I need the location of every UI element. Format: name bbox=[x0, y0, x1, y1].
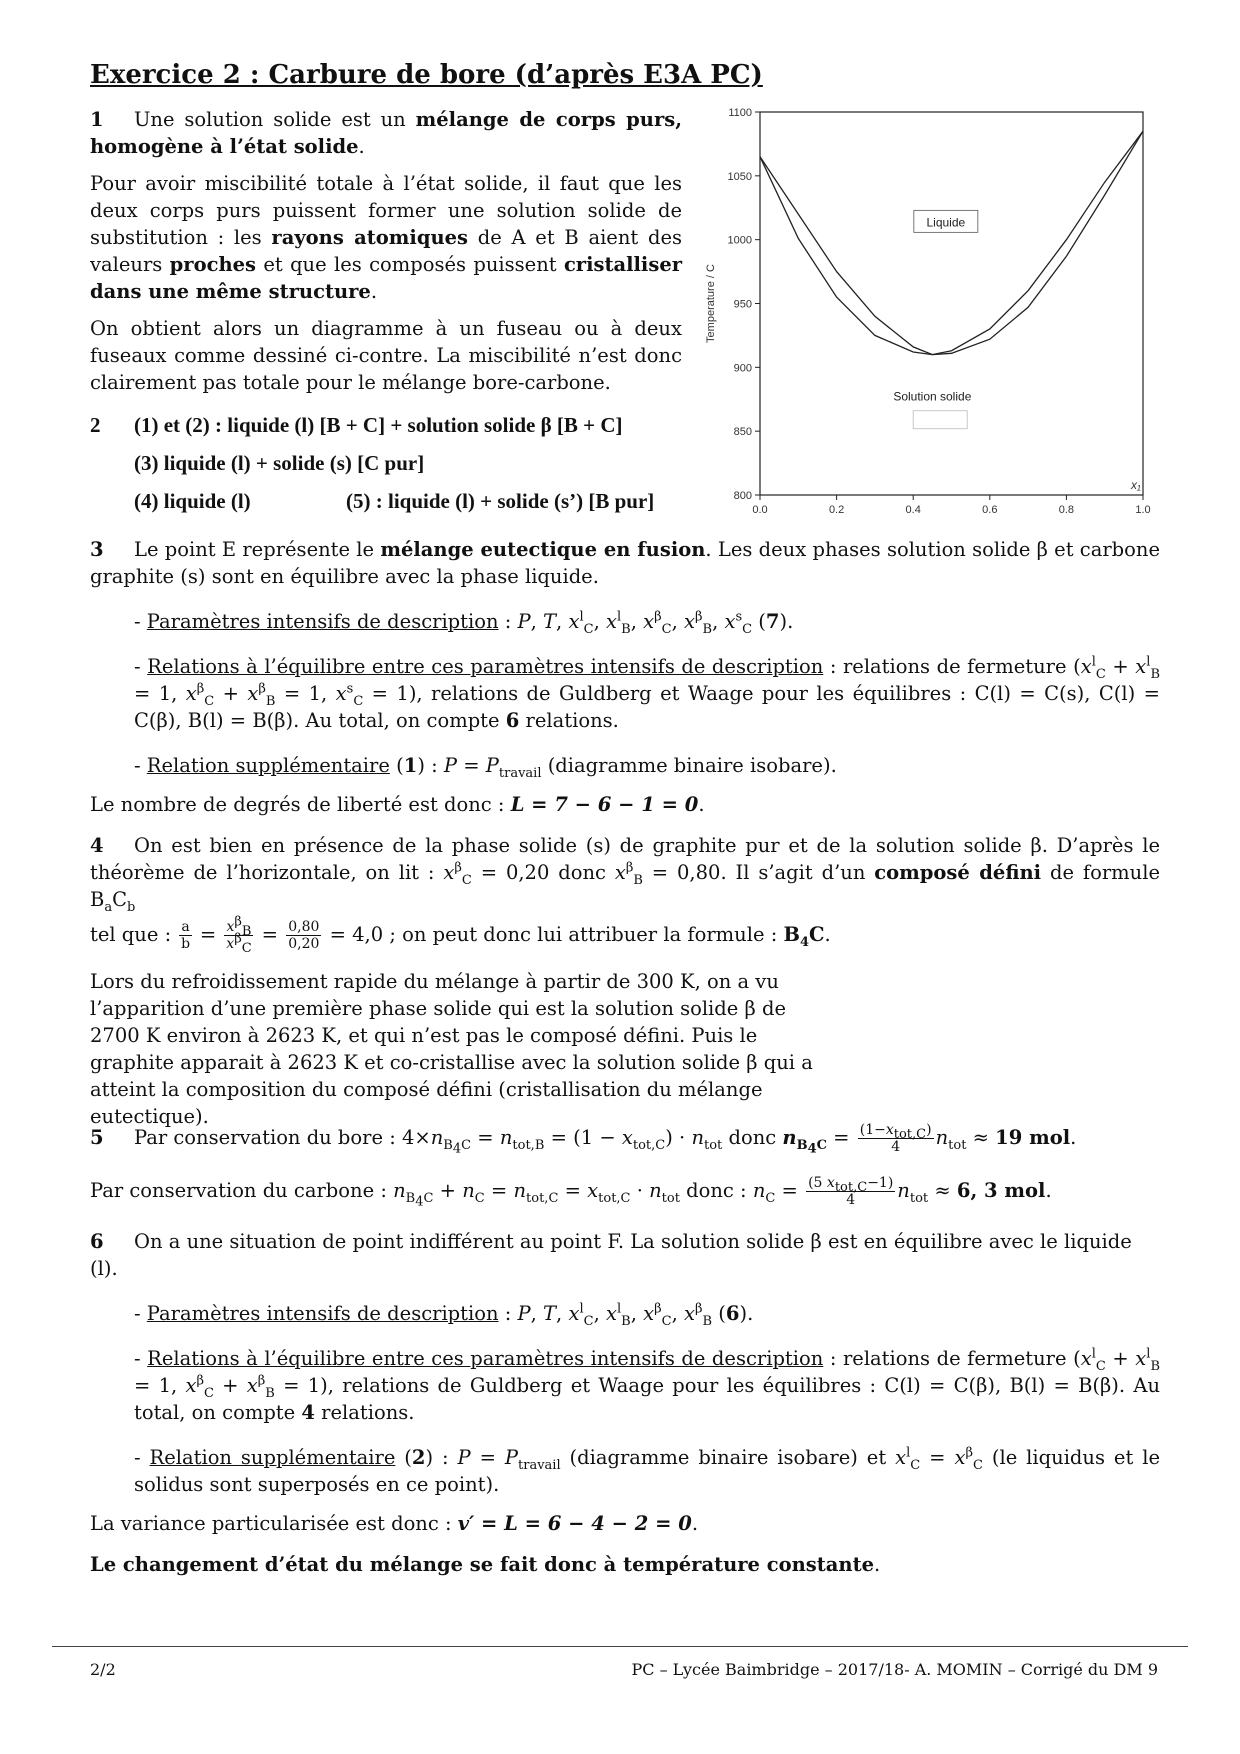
count: 6 bbox=[725, 1302, 740, 1325]
text: ; on peut donc lui attribuer la formule : bbox=[383, 923, 784, 946]
page-title: Exercice 2 : Carbure de bore (d’après E3A PC) bbox=[90, 60, 763, 90]
x-tick-label: 0.0 bbox=[752, 504, 768, 516]
question-number: 6 bbox=[90, 1230, 104, 1253]
question-5: 5 Par conservation du bore : $4\times n_{B_4C} = n_{tot,B} = (1 - x_{tot,C}) \cdot n_{tot}$ donc $n_{B_4C}$ = $\frac{(1-x_{tot,C})}{4}$ $n_{tot} \approx 19$ mol. Par conservation du carbone : $n_{B_4C} + n_C = n_{tot,C} = x_{tot,C} \cdot n_{tot}$ donc : $n_C$ = $\frac{(5 x_{tot,C}-1)}{4}$ $n_{tot} \approx 6$, 3 mol. bbox=[90, 1122, 1077, 1210]
text: : relations de fermeture bbox=[823, 1347, 1067, 1370]
question-3: 3 Le point E représente le mélange eutectique en fusion. Les deux phases solution solide β et carbone graphite (s) sont en équilibre avec la phase liquide. - Paramètres intensifs de description : P, T, $x^l_C$, $x^l_B$, $x^\beta_C$, $x^\beta_B$, $x^s_C$ (7). - Relations à l’équilibre entre ces paramètres intensifs de description : relations de fermeture ($x^l_C + x^l_B = 1$, $x^\beta_C + x^\beta_B = 1$, $x^s_C = 1$), relations de Guldberg et Waage pour les équilibres : C(l) = C(s), C(l) = C(β), B(l) = B(β). Au total, on compte 6 relations. - Relation supplémentaire (1) : $P = P_{travail}$ (diagramme binaire isobare). Le nombre de degrés de liberté est donc : L = 7 − 6 − 1 = 0. bbox=[90, 538, 1160, 816]
underlined-label: Relations à l’équilibre entre ces paramètres intensifs de description bbox=[147, 655, 824, 678]
count: 4 bbox=[301, 1401, 315, 1424]
text: et que les composés puissent bbox=[256, 253, 564, 276]
plot-frame bbox=[760, 112, 1143, 495]
text: Par conservation du bore : bbox=[134, 1126, 402, 1149]
text: relations. bbox=[314, 1401, 415, 1424]
answer-line: (4) liquide (l) bbox=[134, 489, 251, 513]
region-label-solution-solide: Solution solide bbox=[893, 389, 972, 404]
question-number: 2 bbox=[90, 413, 101, 437]
question-1 bbox=[90, 106, 682, 396]
text: Une solution solide est un bbox=[134, 108, 416, 131]
underlined-label: Relation supplémentaire bbox=[146, 754, 390, 777]
empty-label-box bbox=[913, 411, 967, 429]
equation: L = 7 − 6 − 1 = 0 bbox=[510, 793, 699, 816]
text: tel que : bbox=[90, 923, 178, 946]
paragraph: Lors du refroidissement rapide du mélange à partir de 300 K, on a vu l’apparition d’une première phase solide qui est la solution solide β de 2700 K environ à 2623 K, et qui n’est pas le composé défini. Puis le graphite apparait à 2623 K et co-cristallise avec la solution solide β qui a atteint la composition du composé défini (cristallisation du mélange eutectique). bbox=[90, 970, 813, 1128]
text: relations de Guldberg et Waage pour les équilibres : C(l) = C(s), C(l) = C(β), B(l) = B(β). Au total, on compte bbox=[134, 682, 1160, 732]
x-axis-label: x₁ bbox=[1131, 478, 1141, 492]
underlined-label: Paramètres intensifs de description bbox=[146, 1302, 499, 1325]
answer-line: (5) : liquide (l) + solide (s’) [B pur] bbox=[346, 489, 655, 513]
page-number: 2/2 bbox=[90, 1660, 116, 1679]
text: Le nombre de degrés de liberté est donc : bbox=[90, 793, 511, 816]
fraction-numerator: 0,80 bbox=[288, 919, 320, 935]
text: . bbox=[358, 135, 365, 158]
count: 6 bbox=[505, 709, 520, 732]
count: 1 bbox=[403, 754, 418, 777]
phase-diagram-chart bbox=[700, 98, 1151, 518]
value: 0,80 bbox=[677, 861, 721, 884]
underlined-label: Relations à l’équilibre entre ces paramètres intensifs de description bbox=[147, 1347, 824, 1370]
paragraph: On obtient alors un diagramme à un fuseau ou à deux fuseaux comme dessiné ci-contre. La miscibilité n’est donc clairement pas totale pour le mélange bore-carbone. bbox=[90, 317, 682, 394]
y-tick-label: 1100 bbox=[728, 107, 752, 119]
count: 7 bbox=[765, 610, 780, 633]
text: relations. bbox=[519, 709, 619, 732]
underlined-label: Relation supplémentaire bbox=[149, 1446, 396, 1469]
y-tick-label: 900 bbox=[733, 362, 752, 375]
y-tick-label: 950 bbox=[733, 298, 752, 311]
answer-line: (3) liquide (l) + solide (s) [C pur] bbox=[134, 451, 425, 475]
result: 6, 3 mol bbox=[956, 1179, 1046, 1202]
answer-line: (1) et (2) : liquide (l) [B + C] + solution solide β [B + C] bbox=[134, 413, 623, 437]
question-number: 3 bbox=[90, 538, 104, 561]
x-tick-label: 1.0 bbox=[1135, 504, 1151, 516]
text: On est bien en présence de la phase solide (s) de graphite pur et de la solution solide β. D’après le théorème de l’horizontale, on lit : bbox=[90, 834, 1160, 884]
final-conclusion: Le changement d’état du mélange se fait donc à température constante bbox=[90, 1553, 875, 1576]
question-6: 6 On a une situation de point indifférent au point F. La solution solide β est en équilibre avec le liquide (l). - Paramètres intensifs de description : P, T, $x^l_C$, $x^l_B$, $x^\beta_C$, $x^\beta_B$ (6). - Relations à l’équilibre entre ces paramètres intensifs de description : relations de fermeture ($x^l_C + x^l_B = 1$, $x^\beta_C + x^\beta_B = 1$), relations de Guldberg et Waage pour les équilibres : C(l) = C(β), B(l) = B(β). Au total, on compte 4 relations. - Relation supplémentaire (2) : $P = P_{travail}$ (diagramme binaire isobare) et $x^l_C = x^\beta_C$ (le liquidus et le solidus sont superposés en ce point). La variance particularisée est donc : v′ = L = 6 − 4 − 2 = 0. Le changement d’état du mélange se fait donc à température constante. bbox=[90, 1230, 1160, 1576]
text: relations de Guldberg et Waage pour les équilibres : C(l) = C(β), B(l) = B(β). Au total, on compte bbox=[134, 1374, 1160, 1424]
text: . bbox=[370, 280, 378, 303]
bold-text: composé défini bbox=[874, 861, 1042, 884]
x-tick-label: 0.4 bbox=[905, 504, 921, 516]
bold-text: rayons atomiques bbox=[271, 226, 469, 249]
bold-text: proches bbox=[169, 253, 257, 276]
y-tick-label: 800 bbox=[733, 490, 752, 502]
text: Le point E représente le bbox=[134, 538, 381, 561]
text: : relations de fermeture bbox=[823, 655, 1067, 678]
footer-text: PC – Lycée Baimbridge – 2017/18- A. MOMIN – Corrigé du DM 9 bbox=[631, 1660, 1158, 1679]
text: Pour avoir miscibilité totale à l’état solide, il faut que les deux corps purs puissent former une solution solide de substitution : les bbox=[90, 172, 682, 249]
y-tick-label: 1050 bbox=[727, 170, 752, 183]
text: (diagramme binaire isobare). bbox=[547, 754, 837, 777]
question-number: 4 bbox=[90, 834, 104, 857]
bold-text: mélange eutectique en fusion bbox=[380, 538, 706, 561]
result: 19 mol bbox=[995, 1126, 1071, 1149]
footer-divider bbox=[52, 1646, 1188, 1647]
question-4: 4 On est bien en présence de la phase solide (s) de graphite pur et de la solution solide β. D’après le théorème de l’horizontale, on lit : $x^\beta_C = 0,20$ donc $x^\beta_B = 0,80$. Il s’agit d’un composé défini de formule $B_aC_b$ tel que : $\frac{a}{b}$ = $\frac{x^\beta_B}{x^\beta_C}$ = $\frac{0,80}{0,20}$ = 4,0 ; on peut donc lui attribuer la formule : $B_4C$. Lors du refroidissement rapide du mélange à partir de 300 K, on a vu l’apparition d’une première phase solide qui est la solution solide β de 2700 K environ à 2623 K, et qui n’est pas le composé défini. Puis le graphite apparait à 2623 K et co-cristallise avec la solution solide β qui a atteint la composition du composé défini (cristallisation du mélange eutectique). bbox=[90, 834, 1160, 1128]
value: 4,0 bbox=[352, 923, 384, 946]
text: On a une situation de point indifférent au point F. La solution solide β est en équilibre avec le liquide (l). bbox=[90, 1230, 1132, 1280]
region-label-liquide: Liquide bbox=[926, 215, 966, 230]
text: (diagramme binaire isobare) et bbox=[569, 1446, 887, 1469]
text: (le liquidus et le solidus sont superposés en ce point). bbox=[134, 1446, 1160, 1496]
x-tick-label: 0.2 bbox=[828, 504, 845, 516]
text: . Les deux phases solution solide β et carbone graphite (s) sont en équilibre avec la phase liquide. bbox=[90, 538, 1160, 588]
text: La variance particularisée est donc : bbox=[90, 1512, 458, 1535]
text: Par conservation du carbone : bbox=[90, 1179, 394, 1202]
text: de A et B aient des valeurs bbox=[90, 226, 682, 276]
series-line-solidus bbox=[760, 131, 1143, 354]
bold-text: cristalliser dans une même structure bbox=[90, 253, 682, 303]
x-tick-label: 0.8 bbox=[1058, 504, 1075, 516]
question-2 bbox=[90, 412, 710, 526]
y-tick-label: 1000 bbox=[727, 234, 752, 247]
value: 0,20 bbox=[505, 861, 550, 884]
x-tick-label: 0.6 bbox=[982, 504, 998, 516]
underlined-label: Paramètres intensifs de description bbox=[146, 610, 499, 633]
question-number: 5 bbox=[90, 1126, 104, 1149]
y-axis-label: Temperature / C bbox=[705, 264, 717, 343]
question-number: 1 bbox=[90, 108, 104, 131]
equation: v′ = L = 6 − 4 − 2 = 0 bbox=[457, 1512, 692, 1535]
y-tick-label: 850 bbox=[733, 426, 752, 439]
bold-text: mélange de corps purs, homogène à l’état solide bbox=[90, 108, 683, 158]
count: 2 bbox=[411, 1446, 426, 1469]
fraction-denominator: 0,20 bbox=[288, 936, 320, 952]
